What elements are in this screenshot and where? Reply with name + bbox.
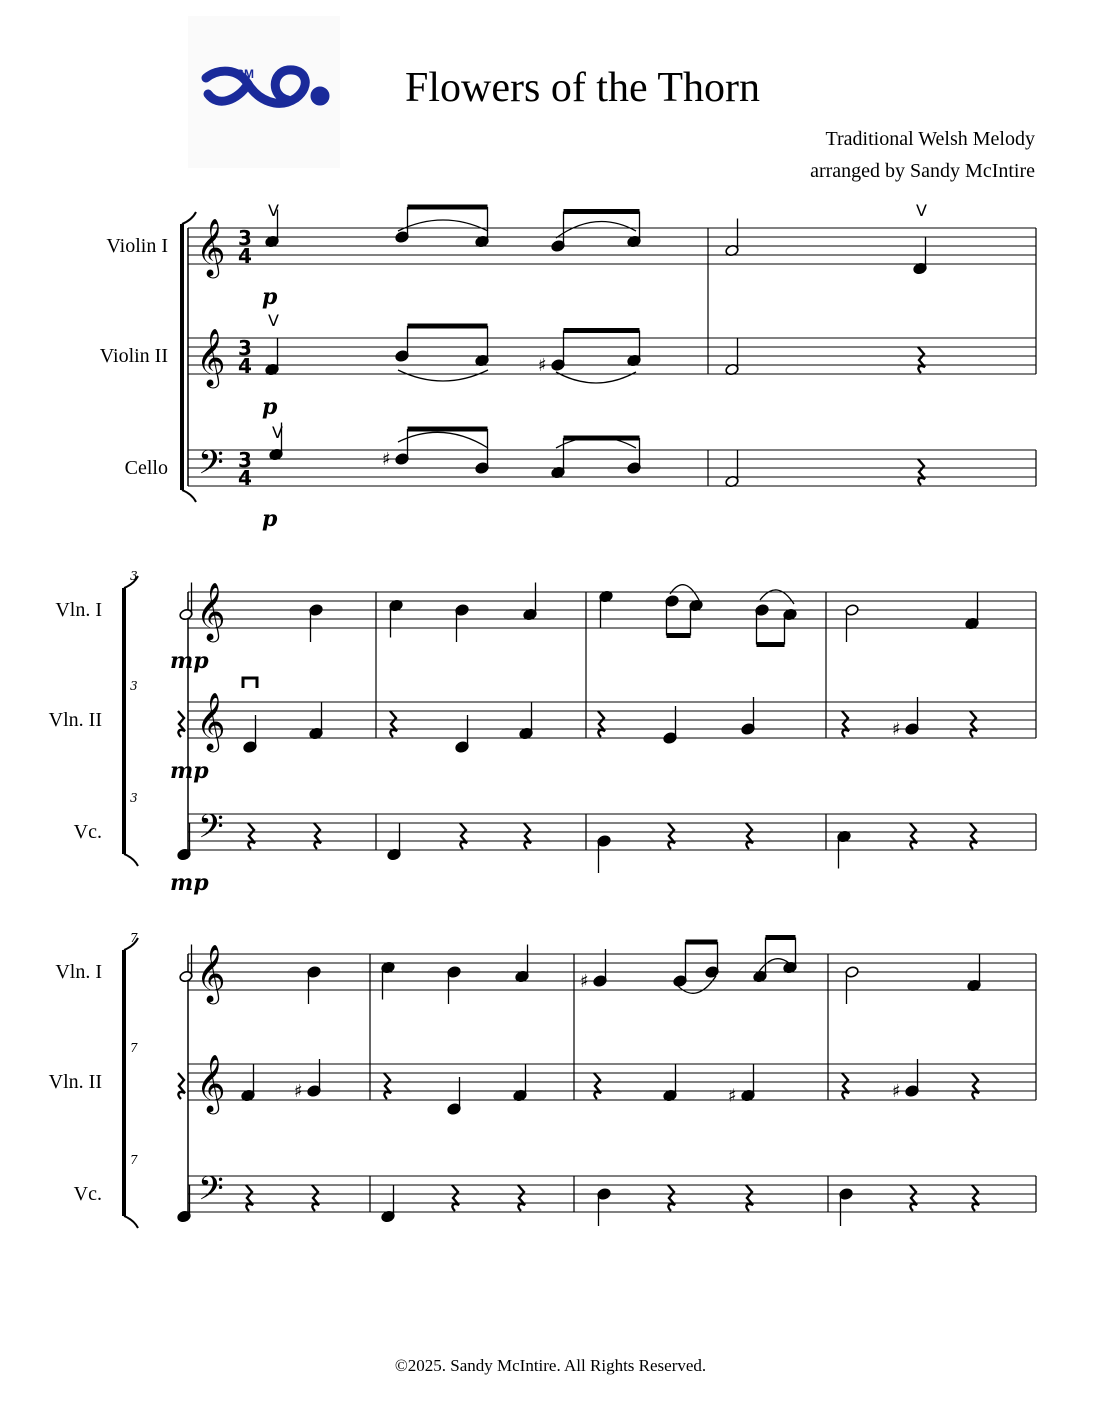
up-bow-icon: V (272, 423, 283, 442)
quarter-rest (594, 1073, 601, 1099)
quarter-rest (178, 711, 185, 737)
time-signature-bottom: 4 (238, 244, 252, 268)
treble-clef-icon: 𝄞 (196, 692, 226, 750)
quarter-rest (314, 823, 321, 849)
composer-credit: Traditional Welsh Melody (825, 128, 1035, 150)
bracket-hook (124, 854, 138, 866)
treble-clef-icon: 𝄞 (196, 944, 226, 1002)
instrument-label-2: Cello (124, 457, 168, 479)
bracket-hook (182, 490, 196, 502)
quarter-rest (384, 1073, 391, 1099)
slur (398, 432, 488, 448)
up-bow-icon: V (268, 311, 279, 330)
quarter-rest (918, 459, 925, 485)
slur (556, 222, 636, 238)
treble-clef-icon: 𝄞 (196, 1054, 226, 1112)
logo-text: SM (236, 67, 254, 81)
quarter-rest (970, 823, 977, 849)
copyright-notice: ©2025. Sandy McIntire. All Rights Reserved. (394, 1356, 707, 1375)
dynamic-marking: mp (170, 758, 209, 784)
measure-number: 7 (130, 1153, 138, 1167)
time-signature-top: 3 (238, 226, 252, 250)
quarter-rest (972, 1073, 979, 1099)
treble-clef-icon: 𝄞 (196, 328, 226, 386)
quarter-rest (598, 711, 605, 737)
instrument-label-0: Violin I (106, 235, 168, 257)
arranger-credit: arranged by Sandy McIntire (810, 160, 1035, 182)
quarter-rest (910, 823, 917, 849)
sharp-sign: ♯ (728, 1085, 737, 1107)
instrument-label-1: Violin II (99, 345, 168, 367)
quarter-rest (246, 1185, 253, 1211)
quarter-rest (312, 1185, 319, 1211)
sharp-sign: ♯ (382, 449, 391, 470)
measure-number: 3 (130, 679, 138, 693)
quarter-rest (746, 1185, 753, 1211)
instrument-label-0: Vln. I (55, 961, 102, 983)
quarter-rest (668, 823, 675, 849)
slur (398, 220, 488, 231)
sharp-sign: ♯ (294, 1081, 303, 1102)
measure-number: 7 (130, 931, 138, 945)
quarter-rest (910, 1185, 917, 1211)
bass-clef-icon: 𝄢 (198, 808, 224, 854)
measure-number: 7 (130, 1041, 138, 1055)
measure-number: 3 (130, 791, 138, 805)
quarter-rest (972, 1185, 979, 1211)
page-title: Flowers of the Thorn (404, 65, 760, 111)
slur (398, 370, 488, 381)
instrument-label-1: Vln. II (48, 1071, 102, 1093)
dynamic-marking: p (262, 284, 278, 310)
treble-clef-icon: 𝄞 (196, 218, 226, 276)
time-signature-top: 3 (238, 448, 252, 472)
quarter-rest (842, 1073, 849, 1099)
sharp-sign: ♯ (580, 971, 589, 992)
quarter-rest (452, 1185, 459, 1211)
quarter-rest (970, 711, 977, 737)
dynamic-marking: mp (170, 870, 209, 896)
dynamic-marking: mp (170, 648, 209, 674)
measure-number: 3 (130, 569, 138, 583)
quarter-rest (460, 823, 467, 849)
quarter-rest (518, 1185, 525, 1211)
treble-clef-icon: 𝄞 (196, 582, 226, 640)
instrument-label-2: Vc. (73, 821, 102, 843)
quarter-rest (918, 347, 925, 373)
quarter-rest (390, 711, 397, 737)
quarter-rest (524, 823, 531, 849)
instrument-label-0: Vln. I (55, 599, 102, 621)
sharp-sign: ♯ (892, 1081, 901, 1102)
up-bow-icon: V (916, 201, 927, 220)
quarter-rest (668, 1185, 675, 1211)
dynamic-marking: p (262, 394, 278, 420)
quarter-rest (746, 823, 753, 849)
down-bow-icon (243, 678, 257, 688)
up-bow-icon: V (268, 201, 279, 220)
time-signature-bottom: 4 (238, 354, 252, 378)
instrument-label-1: Vln. II (48, 709, 102, 731)
bracket-hook (182, 212, 196, 224)
sharp-sign: ♯ (538, 355, 547, 376)
quarter-rest (842, 711, 849, 737)
bass-clef-icon: 𝄢 (198, 1170, 224, 1216)
instrument-label-2: Vc. (73, 1183, 102, 1205)
dynamic-marking: p (262, 506, 278, 532)
time-signature-top: 3 (238, 336, 252, 360)
bass-clef-icon: 𝄢 (198, 444, 224, 490)
sharp-sign: ♯ (892, 719, 901, 740)
quarter-rest (248, 823, 255, 849)
quarter-rest (178, 1073, 185, 1099)
time-signature-bottom: 4 (238, 466, 252, 490)
bracket-hook (124, 1216, 138, 1228)
